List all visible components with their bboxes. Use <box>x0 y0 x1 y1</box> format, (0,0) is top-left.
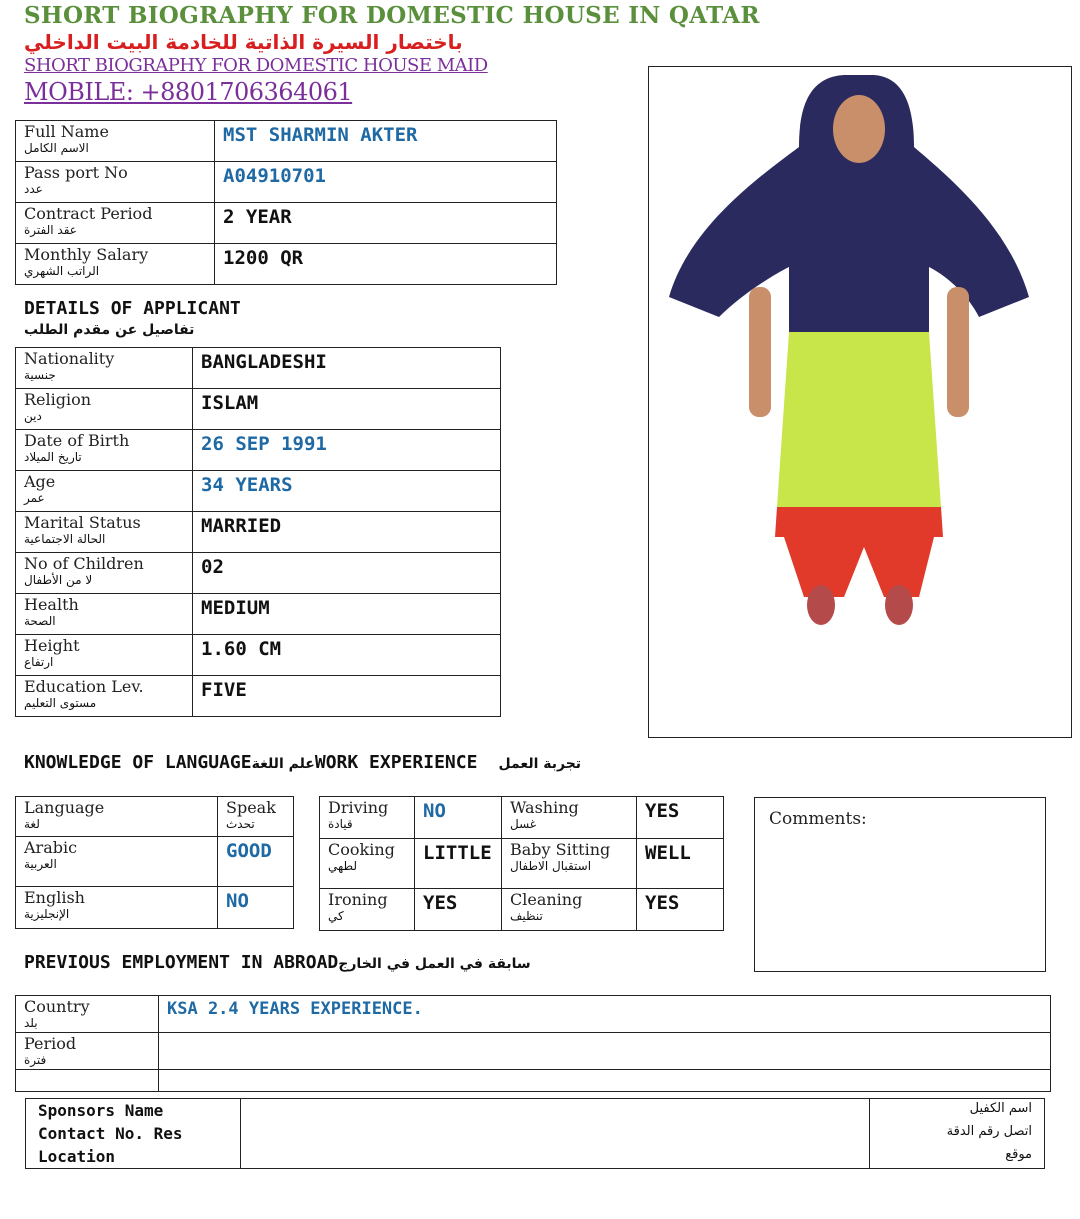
field-label-cell <box>16 348 193 389</box>
details-row <box>16 512 501 553</box>
language-row <box>16 837 294 887</box>
field-label-arabic: لغة <box>24 817 40 831</box>
previous-heading-row <box>24 952 531 973</box>
field-label-arabic: عدد <box>24 182 43 196</box>
field-value: YES <box>637 797 724 839</box>
field-label-cell <box>218 797 294 837</box>
field-label: English <box>24 888 85 907</box>
field-label-cell <box>320 839 415 889</box>
summary-row <box>16 203 557 244</box>
summary-row <box>16 162 557 203</box>
field-label-cell <box>16 162 215 203</box>
comments-box <box>754 797 1046 972</box>
previous-heading: PREVIOUS EMPLOYMENT IN ABROAD <box>24 952 339 973</box>
field-label-cell <box>16 203 215 244</box>
field-label-arabic: قيادة <box>328 817 353 831</box>
field-label: Arabic <box>24 838 78 857</box>
field-label-arabic: غسل <box>510 817 537 831</box>
sponsor-label-arabic: موقع <box>1005 1147 1032 1162</box>
field-label-arabic: الراتب الشهري <box>24 264 100 278</box>
field-label-arabic: العربية <box>24 857 57 871</box>
details-row <box>16 389 501 430</box>
field-value: YES <box>415 889 502 931</box>
details-row <box>16 635 501 676</box>
sponsor-row <box>26 1145 1045 1169</box>
field-label: Language <box>24 798 105 817</box>
field-value: YES <box>637 889 724 931</box>
field-label: Cooking <box>328 840 395 859</box>
previous-employment-table <box>15 995 1051 1092</box>
period-value <box>159 1033 1051 1070</box>
language-row <box>16 887 294 929</box>
details-heading-arabic: تفاصيل عن مقدم الطلب <box>24 322 195 338</box>
field-label: No of Children <box>24 554 144 573</box>
field-label-cell <box>16 594 193 635</box>
work-experience-heading: WORK EXPERIENCE <box>314 752 478 773</box>
field-label: Driving <box>328 798 389 817</box>
field-label-cell <box>16 121 215 162</box>
field-value: MARRIED <box>193 512 501 553</box>
sponsor-label: Sponsors Name <box>26 1099 241 1123</box>
field-value: NO <box>218 887 294 929</box>
knowledge-heading: KNOWLEDGE OF LANGUAGE <box>24 752 252 773</box>
field-label: Health <box>24 595 79 614</box>
sponsor-label-arabic: اسم الكفيل <box>969 1101 1032 1116</box>
field-label-arabic: الإنجليزية <box>24 907 70 921</box>
sponsor-value <box>241 1122 870 1145</box>
country-label-cell <box>16 996 159 1033</box>
sponsor-label: Location <box>26 1145 241 1169</box>
field-label-cell <box>502 889 637 931</box>
field-label-cell <box>16 887 218 929</box>
language-header-row <box>16 797 294 837</box>
field-label-cell <box>502 797 637 839</box>
field-value: 02 <box>193 553 501 594</box>
field-label-cell <box>16 635 193 676</box>
knowledge-heading-arabic: علم اللغة <box>251 756 315 772</box>
field-label-cell <box>16 553 193 594</box>
field-label-arabic: عقد الفترة <box>24 223 77 237</box>
field-label: Ironing <box>328 890 388 909</box>
work-experience-heading-arabic: تجربة العمل <box>498 756 582 772</box>
field-label-cell <box>320 889 415 931</box>
country-label-arabic: بلد <box>24 1016 38 1030</box>
field-label-arabic: كي <box>328 909 344 923</box>
field-label-cell <box>16 676 193 717</box>
field-label-arabic: ارتفاع <box>24 655 54 669</box>
field-value: A04910701 <box>215 162 557 203</box>
sponsor-row <box>26 1099 1045 1123</box>
field-label: Height <box>24 636 80 655</box>
applicant-photo <box>648 66 1072 738</box>
field-label-cell <box>16 244 215 285</box>
field-value: 34 YEARS <box>193 471 501 512</box>
empty-cell <box>159 1070 1051 1092</box>
mobile-number: MOBILE: +8801706364061 <box>24 78 353 106</box>
field-label: Speak <box>226 798 276 817</box>
field-value: WELL <box>637 839 724 889</box>
country-value: KSA 2.4 YEARS EXPERIENCE. <box>159 996 1051 1033</box>
field-label: Baby Sitting <box>510 840 611 859</box>
details-row <box>16 471 501 512</box>
field-label-arabic: تحدث <box>226 817 255 831</box>
field-label: Full Name <box>24 122 109 141</box>
field-value: BANGLADESHI <box>193 348 501 389</box>
sponsor-table <box>25 1098 1045 1169</box>
field-label-arabic: الاسم الكامل <box>24 141 89 155</box>
knowledge-heading-row <box>24 752 581 773</box>
period-label-arabic: فترة <box>24 1053 47 1067</box>
country-label: Country <box>24 997 90 1016</box>
field-label: Cleaning <box>510 890 583 909</box>
field-value: 1.60 CM <box>193 635 501 676</box>
field-label-cell <box>16 389 193 430</box>
field-value: MST SHARMIN AKTER <box>215 121 557 162</box>
comments-label: Comments: <box>769 809 867 829</box>
field-label-cell <box>16 512 193 553</box>
summary-row <box>16 244 557 285</box>
field-label-cell <box>502 839 637 889</box>
period-label-cell <box>16 1033 159 1070</box>
sponsor-value <box>241 1145 870 1169</box>
field-value: GOOD <box>218 837 294 887</box>
field-label: Date of Birth <box>24 431 130 450</box>
period-label: Period <box>24 1034 77 1053</box>
field-label: Religion <box>24 390 92 409</box>
summary-table <box>15 120 557 285</box>
summary-row <box>16 121 557 162</box>
field-label-cell <box>16 797 218 837</box>
previous-heading-arabic: سابقة في العمل في الخارج <box>338 956 531 972</box>
sponsor-row <box>26 1122 1045 1145</box>
field-value: FIVE <box>193 676 501 717</box>
details-row <box>16 430 501 471</box>
field-label: Pass port No <box>24 163 128 182</box>
field-label-arabic: لا من الأطفال <box>24 573 93 587</box>
arabic-title: باختصار السيرة الذاتية للخادمة البيت الداخلي <box>24 30 463 54</box>
field-label-cell <box>320 797 415 839</box>
field-value: 26 SEP 1991 <box>193 430 501 471</box>
field-label-arabic: تنظيف <box>510 909 543 923</box>
field-value: ISLAM <box>193 389 501 430</box>
field-value: LITTLE <box>415 839 502 889</box>
field-label-arabic: الصحة <box>24 614 56 628</box>
sponsor-value <box>241 1099 870 1123</box>
applicant-figure <box>649 67 1071 737</box>
sponsor-label: Contact No. Res <box>26 1122 241 1145</box>
field-value: MEDIUM <box>193 594 501 635</box>
details-heading: DETAILS OF APPLICANT <box>24 298 241 319</box>
field-label-arabic: الحالة الاجتماعية <box>24 532 106 546</box>
field-label: Marital Status <box>24 513 141 532</box>
field-label-arabic: دين <box>24 409 42 423</box>
field-label-arabic: جنسية <box>24 368 56 382</box>
subtitle: SHORT BIOGRAPHY FOR DOMESTIC HOUSE MAID <box>24 55 488 76</box>
field-label-cell <box>16 837 218 887</box>
empty-cell <box>16 1070 159 1092</box>
field-label-cell <box>16 430 193 471</box>
details-row <box>16 676 501 717</box>
language-table <box>15 796 294 929</box>
details-row <box>16 348 501 389</box>
field-label-arabic: عمر <box>24 491 45 505</box>
sponsor-label-arabic: اتصل رقم الدقة <box>946 1124 1032 1139</box>
details-table <box>15 347 501 717</box>
details-row <box>16 594 501 635</box>
details-row <box>16 553 501 594</box>
field-value: NO <box>415 797 502 839</box>
page-title: SHORT BIOGRAPHY FOR DOMESTIC HOUSE IN QATAR <box>24 2 760 29</box>
field-label-arabic: مستوى التعليم <box>24 696 97 710</box>
field-label: Contract Period <box>24 204 153 223</box>
field-label-arabic: استقبال الاطفال <box>510 859 592 873</box>
field-label: Age <box>24 472 56 491</box>
field-label: Monthly Salary <box>24 245 149 264</box>
skills-row <box>320 797 724 839</box>
field-label: Nationality <box>24 349 115 368</box>
field-value: 2 YEAR <box>215 203 557 244</box>
skills-row <box>320 839 724 889</box>
field-label-cell <box>16 471 193 512</box>
field-label: Education Lev. <box>24 677 144 696</box>
skills-row <box>320 889 724 931</box>
field-label-arabic: لطهي <box>328 859 358 873</box>
field-value: 1200 QR <box>215 244 557 285</box>
skills-table <box>319 796 724 931</box>
field-label: Washing <box>510 798 579 817</box>
field-label-arabic: تاريخ الميلاد <box>24 450 82 464</box>
